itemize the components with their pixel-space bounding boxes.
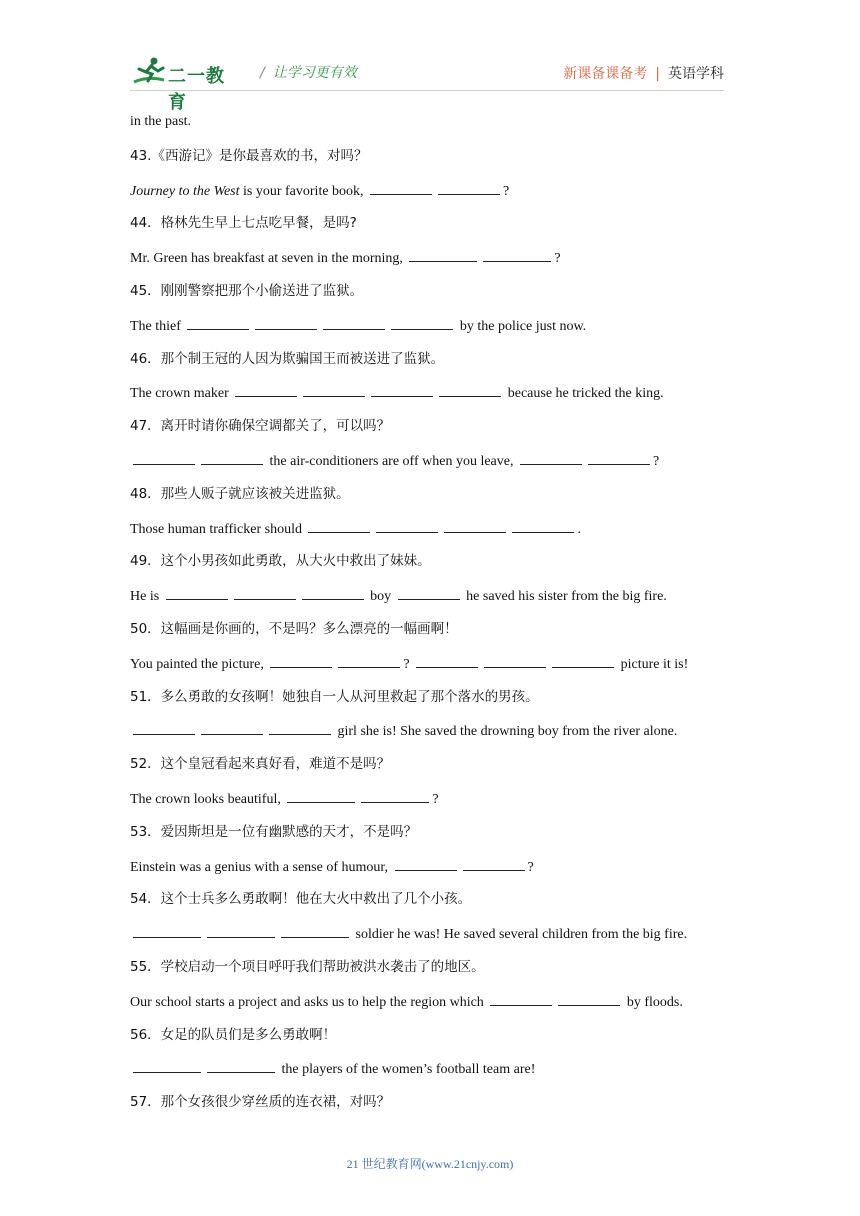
- question-prompt: [130, 146, 730, 180]
- sentence-text: 48．那些人贩子就应该被关进监狱。: [130, 485, 350, 502]
- answer-blank[interactable]: [187, 315, 249, 330]
- answer-blank[interactable]: [438, 180, 500, 195]
- slogan-text: 让学习更有效: [272, 65, 357, 81]
- answer-sentence: [130, 180, 730, 214]
- sentence-text: 54．这个士兵多么勇敢啊！他在大火中救出了几个小孩。: [130, 891, 472, 908]
- sentence-text: 55．学校启动一个项目呼吁我们帮助被洪水袭击了的地区。: [130, 958, 485, 975]
- answer-blank[interactable]: [308, 518, 370, 533]
- answer-sentence: [130, 653, 730, 687]
- page-footer: 21 世纪教育网(www.21cnjy.com): [346, 1157, 514, 1171]
- book-title: Journey to the West: [130, 183, 240, 199]
- answer-blank[interactable]: [512, 518, 574, 533]
- sentence-text: by the police just now.: [456, 318, 587, 334]
- answer-blank[interactable]: [376, 518, 438, 533]
- answer-blank[interactable]: [416, 653, 478, 668]
- answer-sentence: [130, 315, 730, 349]
- answer-blank[interactable]: [235, 382, 297, 397]
- answer-sentence: [130, 856, 730, 890]
- question-prompt: [130, 619, 730, 653]
- sentence-text: Those human trafficker should: [130, 521, 306, 537]
- answer-blank[interactable]: [270, 653, 332, 668]
- answer-sentence: [130, 991, 730, 1025]
- answer-blank[interactable]: [391, 315, 453, 330]
- sentence-text: 44．格林先生早上七点吃早餐，是吗?: [130, 215, 357, 232]
- sentence-text: The crown looks beautiful,: [130, 791, 285, 807]
- question-prompt: [130, 551, 730, 585]
- sentence-text: he saved his sister from the big fire.: [462, 589, 667, 605]
- sentence-text: the air-conditioners are off when you leave,: [266, 453, 517, 469]
- answer-blank[interactable]: [558, 991, 620, 1006]
- question-prompt: [130, 281, 730, 315]
- sentence-text: Einstein was a genius with a sense of humour,: [130, 859, 392, 875]
- sentence-text: ?: [652, 453, 660, 469]
- sentence-text: 43.《西游记》是你最喜欢的书，对吗？: [130, 147, 368, 164]
- answer-blank[interactable]: [166, 585, 228, 600]
- sentence-text: soldier he was! He saved several children from the big fire.: [352, 927, 688, 943]
- question-prompt: [130, 349, 730, 383]
- header-course: 新课备课备考: [563, 66, 648, 82]
- question-prompt: [130, 822, 730, 856]
- answer-blank[interactable]: [439, 382, 501, 397]
- sentence-text: because he tricked the king.: [504, 386, 664, 402]
- logo-text: 二一教育: [168, 66, 225, 113]
- sentence-text: ?: [503, 183, 510, 199]
- logo: [130, 54, 242, 113]
- sentence-text: ?: [403, 656, 414, 672]
- sentence-text: The thief: [130, 318, 185, 334]
- answer-blank[interactable]: [588, 450, 650, 465]
- answer-sentence: [130, 112, 730, 146]
- sentence-text: 52．这个皇冠看起来真好看，难道不是吗？: [130, 756, 391, 773]
- sentence-text: is your favorite book,: [239, 183, 368, 199]
- question-prompt: [130, 687, 730, 721]
- question-prompt: [130, 957, 730, 991]
- sentence-text: Mr. Green has breakfast at seven in the morning,: [130, 251, 407, 267]
- answer-sentence: [130, 720, 730, 754]
- answer-sentence: [130, 518, 730, 552]
- question-prompt: [130, 416, 730, 450]
- answer-sentence: [130, 788, 730, 822]
- answer-sentence: [130, 450, 730, 484]
- sentence-text: He is: [130, 589, 163, 605]
- answer-blank[interactable]: [361, 788, 429, 803]
- question-prompt: [130, 889, 730, 923]
- answer-blank[interactable]: [201, 450, 263, 465]
- answer-blank[interactable]: [255, 315, 317, 330]
- answer-blank[interactable]: [338, 653, 400, 668]
- answer-sentence: [130, 1058, 730, 1092]
- header-divider: [130, 90, 724, 91]
- sentence-text: Our school starts a project and asks us to help the region which: [130, 994, 488, 1010]
- answer-blank[interactable]: [207, 923, 275, 938]
- sentence-text: 56．女足的队员们是多么勇敢啊！: [130, 1026, 337, 1043]
- question-prompt: [130, 1025, 730, 1059]
- answer-blank[interactable]: [303, 382, 365, 397]
- answer-sentence: [130, 247, 730, 281]
- answer-sentence: [130, 585, 730, 619]
- answer-blank[interactable]: [234, 585, 296, 600]
- answer-blank[interactable]: [133, 450, 195, 465]
- header-discipline: 英语学科: [668, 66, 724, 82]
- answer-blank[interactable]: [287, 788, 355, 803]
- answer-blank[interactable]: [133, 1058, 201, 1073]
- answer-blank[interactable]: [133, 720, 195, 735]
- sentence-text: The crown maker: [130, 386, 233, 402]
- answer-blank[interactable]: [398, 585, 460, 600]
- sentence-text: picture it is!: [617, 656, 689, 672]
- page-header: [130, 54, 724, 113]
- answer-blank[interactable]: [552, 653, 614, 668]
- sentence-text: ?: [527, 859, 534, 875]
- sentence-text: 49．这个小男孩如此勇敢，从大火中救出了妹妹。: [130, 553, 431, 570]
- question-prompt: [130, 754, 730, 788]
- sentence-text: the players of the women’s football team are!: [278, 1062, 536, 1078]
- answer-blank[interactable]: [409, 247, 477, 262]
- answer-blank[interactable]: [133, 923, 201, 938]
- sentence-text: in the past.: [130, 114, 192, 129]
- answer-blank[interactable]: [371, 382, 433, 397]
- question-prompt: [130, 213, 730, 247]
- sentence-text: 45．刚刚警察把那个小偷送进了监狱。: [130, 282, 364, 299]
- header-separator: |: [655, 66, 660, 82]
- sentence-text: .: [577, 521, 581, 537]
- sentence-text: 53．爱因斯坦是一位有幽默感的天才，不是吗？: [130, 823, 418, 840]
- answer-blank[interactable]: [444, 518, 506, 533]
- slogan: / 让学习更有效: [260, 65, 357, 81]
- answer-blank[interactable]: [323, 315, 385, 330]
- answer-blank[interactable]: [520, 450, 582, 465]
- answer-blank[interactable]: [483, 247, 551, 262]
- answer-blank[interactable]: [463, 856, 525, 871]
- exercise-list: [130, 112, 730, 1126]
- question-prompt: [130, 1092, 730, 1126]
- sentence-text: ?: [432, 791, 439, 807]
- answer-sentence: [130, 382, 730, 416]
- runner-logo-icon: [130, 54, 170, 90]
- sentence-text: You painted the picture,: [130, 656, 268, 672]
- sentence-text: 57．那个女孩很少穿丝质的连衣裙，对吗？: [130, 1094, 391, 1111]
- question-prompt: [130, 484, 730, 518]
- answer-blank[interactable]: [302, 585, 364, 600]
- answer-blank[interactable]: [269, 720, 331, 735]
- sentence-text: 46．那个制王冠的人因为欺骗国王而被送进了监狱。: [130, 350, 445, 367]
- sentence-text: 51．多么勇敢的女孩啊！她独自一人从河里救起了那个落水的男孩。: [130, 688, 539, 705]
- answer-blank[interactable]: [201, 720, 263, 735]
- answer-sentence: [130, 923, 730, 957]
- sentence-text: ?: [554, 251, 561, 267]
- header-subject: [563, 63, 724, 83]
- answer-blank[interactable]: [484, 653, 546, 668]
- answer-blank[interactable]: [490, 991, 552, 1006]
- sentence-text: 47．离开时请你确保空调都关了，可以吗？: [130, 418, 391, 435]
- sentence-text: by floods.: [623, 994, 683, 1010]
- sentence-text: girl she is! She saved the drowning boy from the river alone.: [334, 724, 678, 740]
- sentence-text: 50．这幅画是你画的，不是吗？多么漂亮的一幅画啊！: [130, 620, 458, 637]
- answer-blank[interactable]: [395, 856, 457, 871]
- answer-blank[interactable]: [370, 180, 432, 195]
- answer-blank[interactable]: [281, 923, 349, 938]
- sentence-text: boy: [366, 589, 395, 605]
- answer-blank[interactable]: [207, 1058, 275, 1073]
